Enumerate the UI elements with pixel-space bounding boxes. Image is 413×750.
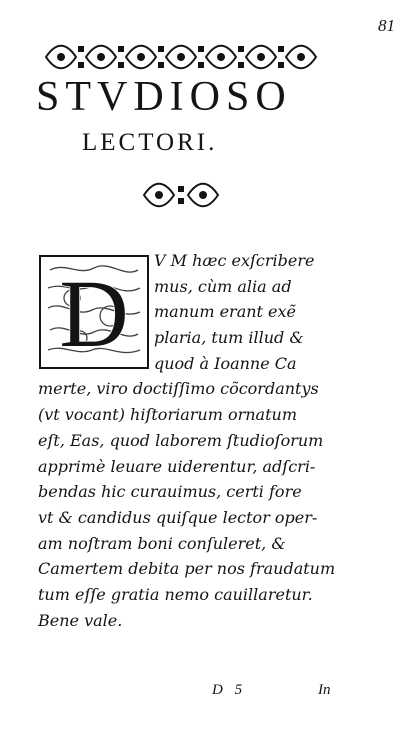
text-line: eſt, Eas, quod laborem ſtudioſorum xyxy=(38,430,324,450)
title-main: STVDIOSO xyxy=(36,74,292,120)
fleuron-icon xyxy=(138,176,224,214)
text-line: tum eſſe gratia nemo cauillaretur. xyxy=(38,584,313,604)
fleuron-band-icon xyxy=(38,38,320,76)
text-line: Camertem debita per nos fraudatum xyxy=(38,559,336,579)
text-line: merte, viro doctiſſimo cõcordantys xyxy=(38,379,319,399)
title-sub: LECTORI. xyxy=(82,129,218,156)
signature-mark: D 5 xyxy=(212,682,247,698)
text-line: am noſtram boni conſuleret, & xyxy=(38,533,286,553)
catchword: In xyxy=(318,682,331,698)
text-line: vt & candidus quiſque lector oper- xyxy=(38,507,318,527)
svg-text:D: D xyxy=(59,260,129,367)
text-line: bendas hic curauimus, certi fore xyxy=(38,482,302,502)
text-line: V M hæc exſcribere xyxy=(154,251,315,270)
text-line: quod à Ioanne Ca xyxy=(154,353,297,373)
text-line: manum erant exẽ xyxy=(154,302,297,322)
body-text xyxy=(38,248,356,633)
page-number: 81 xyxy=(378,16,395,35)
text-line: Bene vale. xyxy=(38,610,123,630)
text-line: apprimè leuare uiderentur, adſcri- xyxy=(38,456,316,476)
text-line: (vt vocant) hiſtoriarum ornatum xyxy=(38,405,297,425)
text-line: mus, cùm alia ad xyxy=(154,276,292,296)
text-line: plaria, tum illud & xyxy=(154,328,304,348)
